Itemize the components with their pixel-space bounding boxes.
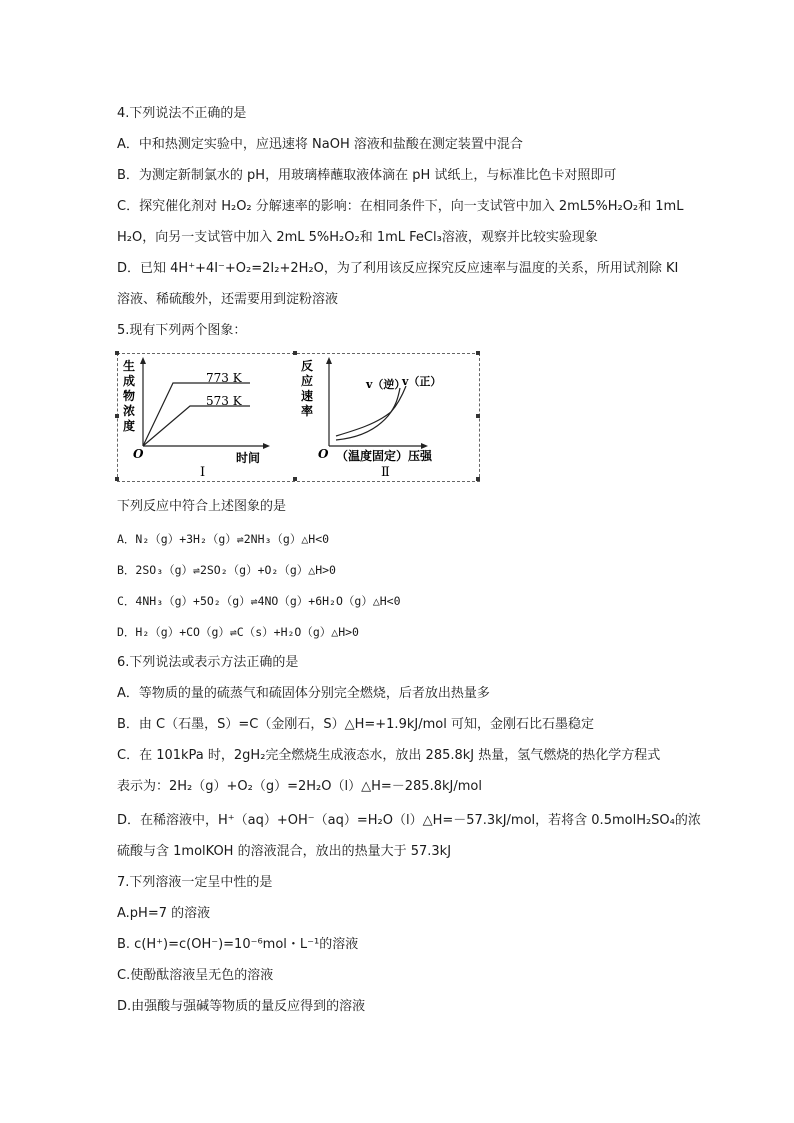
graph-1-ylabel-char: 生 <box>123 359 136 373</box>
q6-option-d-line2: 硫酸与含 1molKOH 的溶液混合，放出的热量大于 57.3kJ <box>117 844 452 859</box>
q4-option-a: A．中和热测定实验中，应迅速将 NaOH 溶液和盐酸在测定装置中混合 <box>117 137 523 152</box>
graph-2-ylabel-char: 速 <box>301 389 314 403</box>
graph-2-label-v-fwd: v（正） <box>402 375 442 388</box>
q6-option-b: B．由 C（石墨，S）=C（金刚石，S）△H=+1.9kJ/mol 可知，金刚石比石墨稳定 <box>117 717 594 732</box>
graph-1-y-arrow <box>140 357 146 364</box>
q4-option-c-line1: C．探究催化剂对 H₂O₂ 分解速率的影响：在相同条件下，向一支试管中加入 2mL5%H₂O₂和 1mL <box>117 199 684 214</box>
resize-handle <box>476 477 480 481</box>
q6-option-d-line1: D．在稀溶液中，H⁺（aq）+OH⁻（aq）=H₂O（l）△H=－57.3kJ/mol，若将含 0.5molH₂SO₄的浓 <box>117 813 701 828</box>
graph-1-ylabel-char: 度 <box>123 419 136 433</box>
graph-2-curve-v-rev <box>336 386 406 436</box>
q7-stem: 7.下列溶液一定呈中性的是 <box>117 875 273 890</box>
q5-stem: 5.现有下列两个图象： <box>117 323 247 338</box>
resize-handle <box>476 414 480 418</box>
q4-option-d-line2: 溶液、稀硫酸外，还需要用到淀粉溶液 <box>117 292 339 307</box>
q6-stem: 6.下列说法或表示方法正确的是 <box>117 655 299 670</box>
q7-option-a: A.pH=7 的溶液 <box>117 906 211 921</box>
graph-1-ylabel-char: 物 <box>123 389 136 403</box>
q5-prompt: 下列反应中符合上述图象的是 <box>117 499 287 514</box>
q6-option-c-line1: C．在 101kPa 时，2gH₂完全燃烧生成液态水，放出 285.8kJ 热量，氢气燃烧的热化学方程式 <box>117 748 661 763</box>
q5-option-c: C．4NH₃（g）+5O₂（g）⇌4NO（g）+6H₂O（g）△H<0 <box>117 594 401 608</box>
graph-1-curve-773k <box>143 383 250 446</box>
graph-1-ylabel-char: 成 <box>123 374 136 388</box>
graph-1-origin: O <box>133 447 144 461</box>
graph-1-x-arrow <box>263 443 270 449</box>
q6-option-c-line2: 表示为：2H₂（g）+O₂（g）=2H₂O（l）△H=－285.8kJ/mol <box>117 779 482 794</box>
q5-option-a: A．N₂（g）+3H₂（g）⇌2NH₃（g）△H<0 <box>117 532 330 546</box>
graph-2-roman: Ⅱ <box>381 465 390 479</box>
graph-2-label-v-rev: v（逆） <box>366 378 406 391</box>
q4-option-c-line2: H₂O，向另一支试管中加入 2mL 5%H₂O₂和 1mL FeCl₃溶液，观察并比较实验现象 <box>117 230 598 245</box>
q5-option-d: D．H₂（g）+CO（g）⇌C（s）+H₂O（g）△H>0 <box>117 625 359 639</box>
graph-1-roman: Ⅰ <box>200 465 206 479</box>
graph-1-label-773k: 773 K <box>206 371 242 385</box>
graph-2-origin: O <box>318 447 329 461</box>
graph-2-ylabel-char: 应 <box>301 374 314 388</box>
graph-2-xlabel: （温度固定）压强 <box>336 449 433 463</box>
graph-1-label-573k: 573 K <box>206 394 242 408</box>
resize-handle <box>476 351 480 355</box>
graph-1 <box>118 354 293 479</box>
graph-2-curve-v-fwd <box>336 388 400 440</box>
q7-option-d: D.由强酸与强碱等物质的量反应得到的溶液 <box>117 999 366 1014</box>
q4-option-b: B．为测定新制氯水的 pH，用玻璃棒蘸取液体滴在 pH 试纸上，与标准比色卡对照即可 <box>117 168 617 183</box>
q6-option-a: A．等物质的量的硫蒸气和硫固体分别完全燃烧，后者放出热量多 <box>117 686 490 701</box>
q5-option-b: B．2SO₃（g）⇌2SO₂（g）+O₂（g）△H>0 <box>117 563 336 577</box>
graph-2-ylabel-char: 反 <box>301 359 314 373</box>
graph-1-ylabel-char: 浓 <box>123 404 136 418</box>
graph-2-ylabel-char: 率 <box>301 404 314 418</box>
q4-option-d-line1: D．已知 4H⁺+4I⁻+O₂=2I₂+2H₂O，为了利用该反应探究反应速率与温度的关系，所用试剂除 KI <box>117 261 679 276</box>
q4-stem: 4.下列说法不正确的是 <box>117 106 247 121</box>
graph-2 <box>296 354 476 479</box>
q7-option-b: B. c(H⁺)=c(OH⁻)=10⁻⁶mol・L⁻¹的溶液 <box>117 937 359 952</box>
graph-2-y-arrow <box>326 357 332 364</box>
q7-option-c: C.使酚酞溶液呈无色的溶液 <box>117 968 274 983</box>
graph-1-xlabel: 时间 <box>236 451 261 465</box>
